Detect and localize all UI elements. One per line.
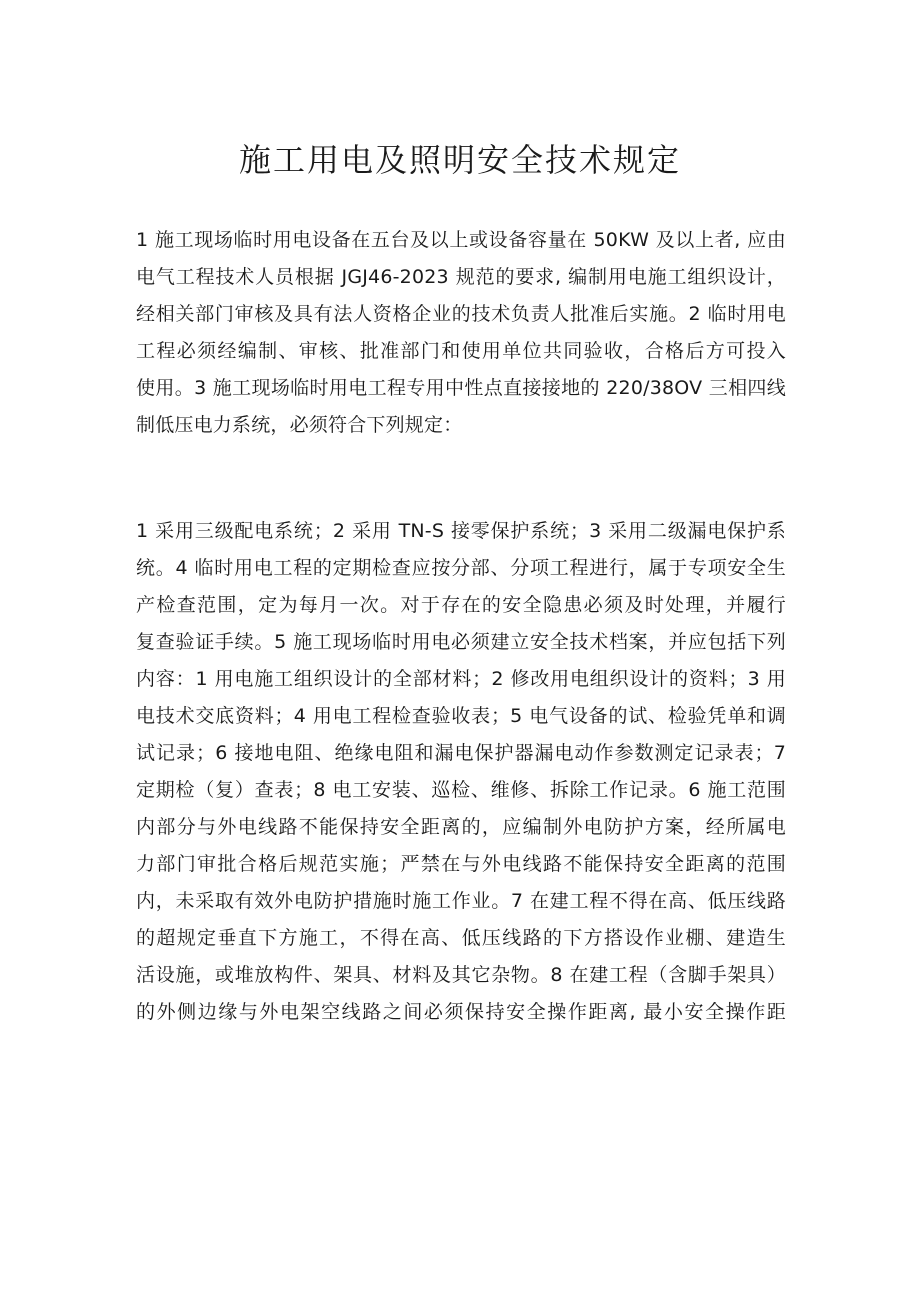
- text-line: 试记录；6 接地电阻、绝缘电阻和漏电保护器漏电动作参数测定记录表；7: [136, 742, 786, 764]
- text-line: 使用。3 施工现场临时用电工程专用中性点直接接地的 220/38OV 三相四线: [136, 377, 786, 399]
- text-line: 电技术交底资料；4 用电工程检查验收表；5 电气设备的试、检验凭单和调: [136, 705, 786, 727]
- text-line: 的超规定垂直下方施工，不得在高、低压线路的下方搭设作业棚、建造生: [136, 927, 786, 949]
- paragraph-1: [136, 222, 786, 444]
- text-line: 工程必须经编制、审核、批准部门和使用单位共同验收，合格后方可投入: [136, 340, 786, 362]
- text-line: 内容：1 用电施工组织设计的全部材料；2 修改用电组织设计的资料；3 用: [136, 668, 786, 690]
- text-line: 的外侧边缘与外电架空线路之间必须保持安全操作距离, 最小安全操作距: [136, 1001, 786, 1023]
- text-line: 电气工程技术人员根据 JGJ46-2023 规范的要求, 编制用电施工组织设计，: [136, 266, 786, 288]
- text-line: 1 采用三级配电系统；2 采用 TN-S 接零保护系统；3 采用二级漏电保护系: [136, 520, 786, 542]
- text-line: 内部分与外电线路不能保持安全距离的，应编制外电防护方案，经所属电: [136, 816, 786, 838]
- text-line: 统。4 临时用电工程的定期检查应按分部、分项工程进行，属于专项安全生: [136, 557, 786, 579]
- text-line: 内，未采取有效外电防护措施时施工作业。7 在建工程不得在高、低压线路: [136, 890, 786, 912]
- text-line: 活设施，或堆放构件、架具、材料及其它杂物。8 在建工程（含脚手架具）: [136, 964, 786, 986]
- text-line: 1 施工现场临时用电设备在五台及以上或设备容量在 50KW 及以上者, 应由: [136, 229, 786, 251]
- text-line: 定期检（复）查表；8 电工安装、巡检、维修、拆除工作记录。6 施工范围: [136, 779, 786, 801]
- text-line: 复查验证手续。5 施工现场临时用电必须建立安全技术档案，并应包括下列: [136, 631, 786, 653]
- document-title: 施工用电及照明安全技术规定: [238, 141, 681, 179]
- text-line: 产检查范围，定为每月一次。对于存在的安全隐患必须及时处理，并履行: [136, 594, 786, 616]
- text-line: 制低压电力系统，必须符合下列规定：: [136, 414, 463, 436]
- text-line: 经相关部门审核及具有法人资格企业的技术负责人批准后实施。2 临时用电: [136, 303, 786, 325]
- paragraph-2: [136, 513, 786, 1031]
- text-line: 力部门审批合格后规范实施；严禁在与外电线路不能保持安全距离的范围: [136, 853, 786, 875]
